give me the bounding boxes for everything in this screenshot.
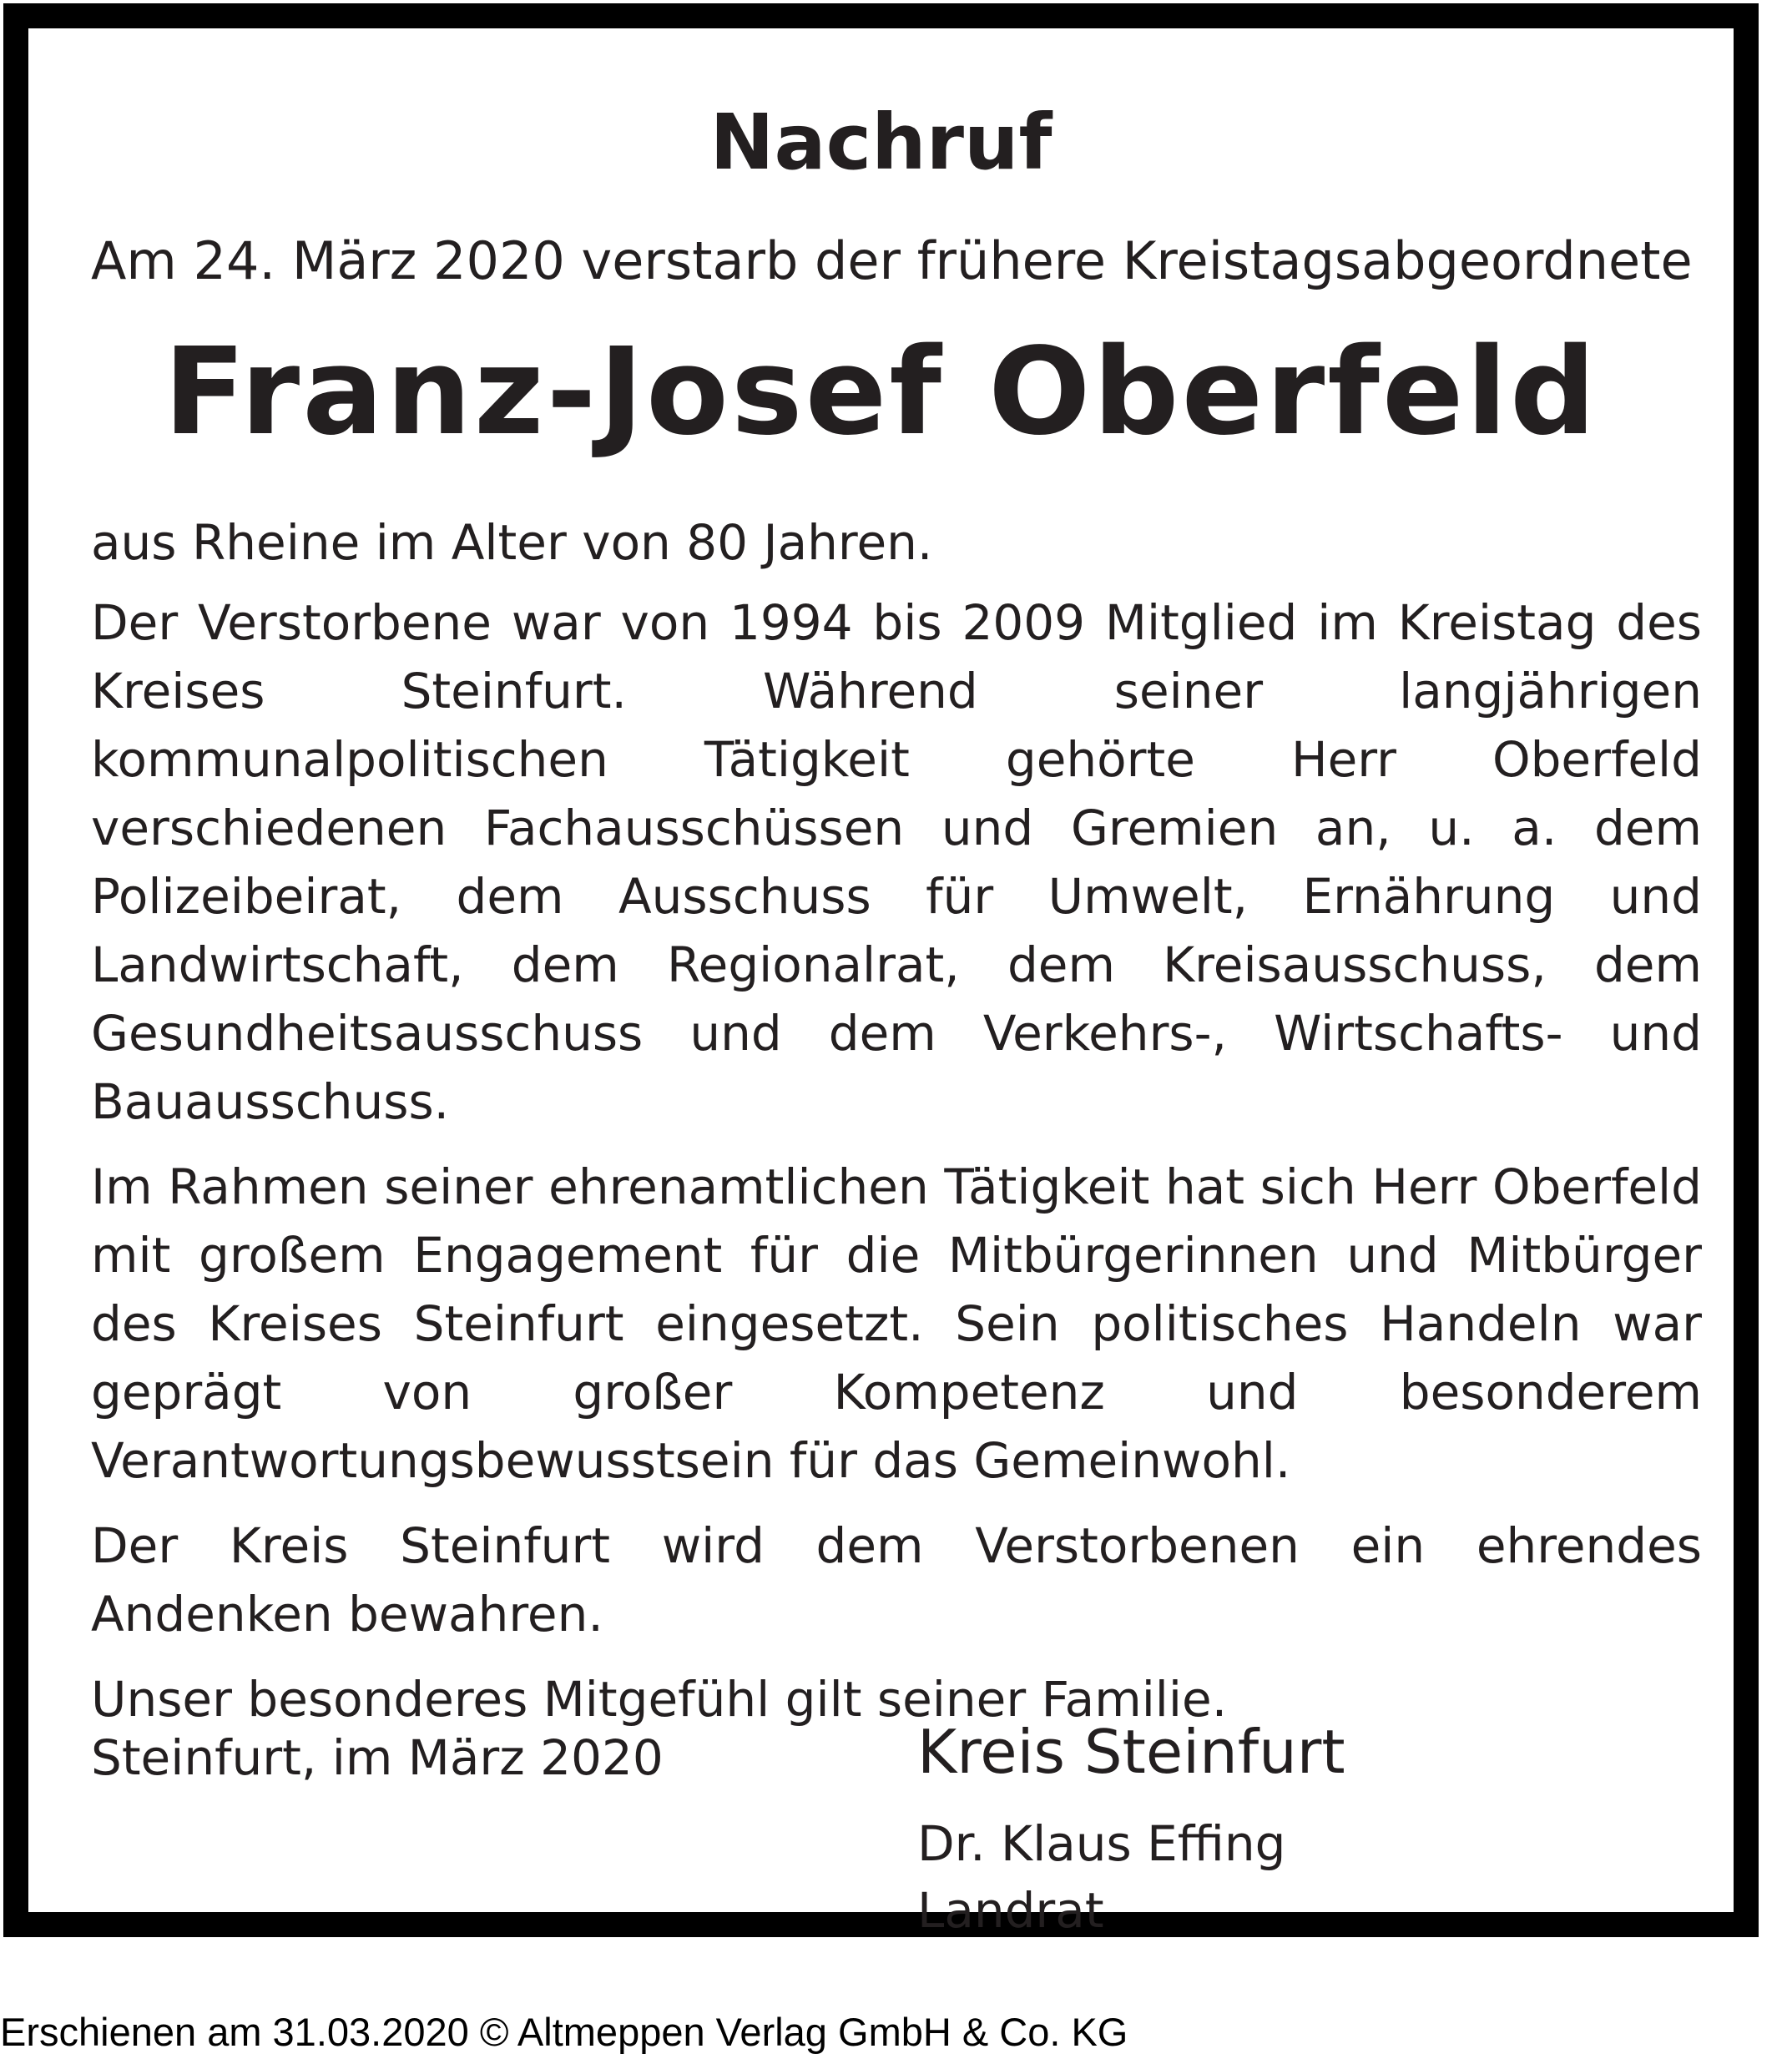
notice-title: Nachruf xyxy=(709,98,1052,187)
signatory-name: Dr. Klaus Effing xyxy=(917,1815,1286,1872)
paragraph-engagement: Im Rahmen seiner ehrenamtlichen Tätigkeit hat sich Herr Oberfeld mit großem Engagement für die Mitbürgerinnen und Mitbürger des Kreises Steinfurt eingesetzt. Sein politisches Handeln war geprägt von großer Kompetenz und besonderem Verantwortungsbewusstsein für das Gemeinwohl. xyxy=(91,1158,1702,1489)
paragraph-remembrance: Der Kreis Steinfurt wird dem Verstorbenen ein ehrendes Andenken bewahren. xyxy=(91,1517,1702,1643)
paragraph-origin: aus Rheine im Alter von 80 Jahren. xyxy=(91,514,933,571)
deceased-name: Franz-Josef Oberfeld xyxy=(163,321,1599,462)
publication-footer: Erschienen am 31.03.2020 © Altmeppen Verlag GmbH & Co. KG xyxy=(0,2010,1128,2054)
paragraph-condolence: Unser besonderes Mitgefühl gilt seiner Familie. xyxy=(91,1671,1228,1728)
place-date: Steinfurt, im März 2020 xyxy=(91,1729,664,1786)
signatory-block xyxy=(917,1810,1285,1944)
signature-organization: Kreis Steinfurt xyxy=(917,1717,1345,1787)
signatory-role: Landrat xyxy=(917,1882,1104,1939)
paragraph-career: Der Verstorbene war von 1994 bis 2009 Mitglied im Kreistag des Kreises Steinfurt. Während seiner langjährigen kommunalpolitischen Tätigkeit gehörte Herr Oberfeld verschiedenen Fachausschüssen und Gremien an, u. a. dem Polizeibeirat, dem Ausschuss für Umwelt, Ernährung und Landwirtschaft, dem Regionalrat, dem Kreisausschuss, dem Gesundheitsausschuss und dem Verkehrs-, Wirtschafts- und Bauausschuss. xyxy=(91,594,1702,1130)
notice-intro: Am 24. März 2020 verstarb der frühere Kreistagsabgeordnete xyxy=(91,230,1693,291)
obituary-notice xyxy=(3,3,1759,1937)
notice-body xyxy=(91,508,1702,1750)
